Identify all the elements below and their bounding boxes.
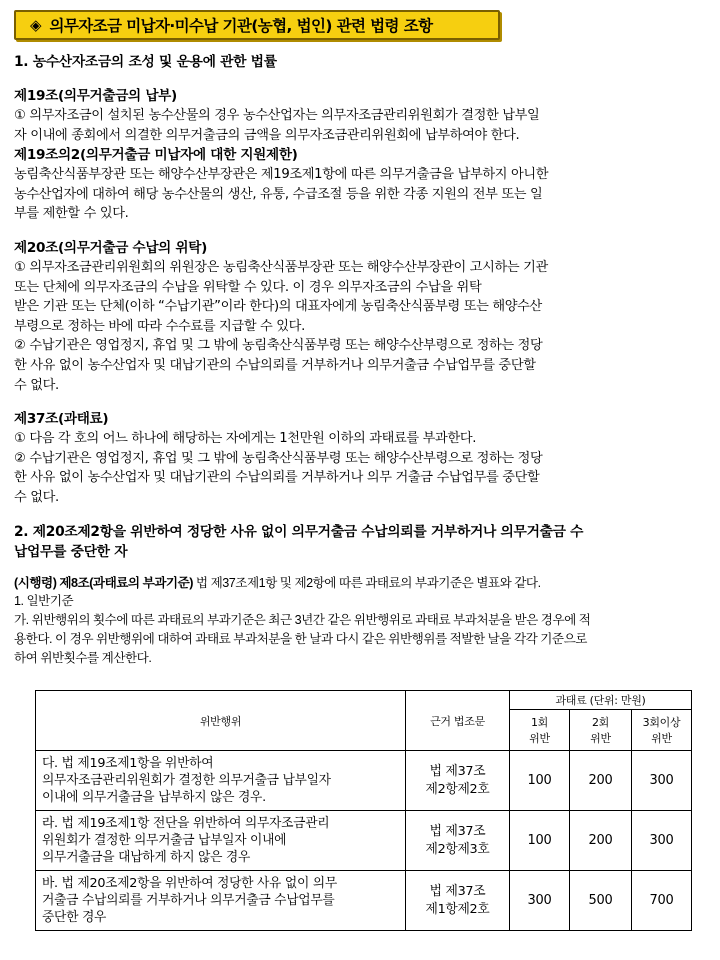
decree-title: (시행령) 제8조(과태료의 부과기준) <box>14 575 193 590</box>
decree-text: 법 제37조제1항 및 제2항에 따른 과태료의 부과기준은 별표와 같다. <box>192 575 541 590</box>
cell-line: 제2항제2호 <box>425 781 490 797</box>
cell-line: 제2항제3호 <box>425 841 490 857</box>
cell-line: 법 제37조 <box>429 823 486 839</box>
fine-2-cell: 200 <box>570 811 632 871</box>
fine-3-cell: 700 <box>632 871 692 931</box>
fine-2-cell: 500 <box>570 871 632 931</box>
fine-3-cell: 300 <box>632 751 692 811</box>
header-fine-3 <box>632 710 692 751</box>
article-19-title: 제19조(의무거출금의 납부) <box>14 88 177 104</box>
cell-line: 바. 법 제20조제2항을 위반하여 정당한 사유 없이 의무 <box>42 876 337 891</box>
header-fine-group: 과태료 (단위: 만원) <box>510 691 692 710</box>
article-19-2-title: 제19조의2(의무거출금 미납자에 대한 지원제한) <box>14 147 298 164</box>
text-line: 하여 위반횟수를 계산한다. <box>14 650 152 665</box>
header-line: 위반 <box>590 732 611 745</box>
general-criteria-title: 1. 일반기준 <box>14 594 74 609</box>
text-line: 농수산업자에 대하여 해당 농수산물의 생산, 유통, 수급조절 등을 위한 각종 지원의 전부 또는 일 <box>14 186 543 202</box>
fine-2-cell: 200 <box>570 751 632 811</box>
article-19-body <box>14 106 711 145</box>
article-20-body <box>14 258 711 395</box>
header-line: 3회이상 <box>642 716 681 729</box>
violation-cell <box>36 751 406 811</box>
fine-1-cell: 100 <box>510 751 570 811</box>
text-line: 한 사유 없이 농수산업자 및 대납기관의 수납의뢰를 거부하거나 의무 거출금 수납업무를 중단할 <box>14 470 540 486</box>
header-violation: 위반행위 <box>36 691 406 751</box>
violation-cell <box>36 811 406 871</box>
header-basis: 근거 법조문 <box>406 691 510 751</box>
document-body <box>14 52 711 667</box>
table-row <box>36 751 692 811</box>
text-line: 수 없다. <box>14 489 59 505</box>
basis-cell <box>406 811 510 871</box>
basis-cell <box>406 751 510 811</box>
text-line: 부를 제한할 수 있다. <box>14 206 129 222</box>
article-19-2-body <box>14 165 711 224</box>
text-line: 받은 기관 또는 단체(이하 “수납기관”이라 한다)의 대표자에게 농림축산식품부령 또는 해양수산 <box>14 299 542 315</box>
section2-heading <box>14 522 711 562</box>
text-line: 농림축산식품부장관 또는 해양수산부장관은 제19조제1항에 따른 의무거출금을 납부하지 아니한 <box>14 167 549 183</box>
header-line: 위반 <box>529 732 550 745</box>
fine-3-cell: 300 <box>632 811 692 871</box>
fine-1-cell: 100 <box>510 811 570 871</box>
heading-line: 2. 제20조제2항을 위반하여 정당한 사유 없이 의무거출금 수납의뢰를 거부하거나 의무거출금 수 <box>14 523 584 540</box>
text-line: 한 사유 없이 농수산업자 및 대납기관의 수납의뢰를 거부하거나 의무거출금 수납업무를 중단할 <box>14 357 536 373</box>
basis-cell <box>406 871 510 931</box>
article-20-title: 제20조(의무거출금 수납의 위탁) <box>14 239 207 256</box>
header-line: 위반 <box>651 732 672 745</box>
cell-line: 중단한 경우 <box>42 910 107 925</box>
header-line: 2회 <box>591 716 610 729</box>
section1-heading: 1. 농수산자조금의 조성 및 운용에 관한 법률 <box>14 54 277 70</box>
text-line: 가. 위반행위의 횟수에 따른 과태료의 부과기준은 최근 3년간 같은 위반행위로 과태료 부과처분을 받은 경우에 적 <box>14 613 591 628</box>
table-row <box>36 811 692 871</box>
cell-line: 다. 법 제19조제1항을 위반하여 <box>42 756 214 771</box>
text-line: 또는 단체에 의무자조금의 수납을 위탁할 수 있다. 이 경우 의무자조금의 수납을 위탁 <box>14 279 482 295</box>
banner-title: 의무자조금 미납자·미수납 기관(농협, 법인) 관련 법령 조항 <box>49 17 433 35</box>
cell-line: 거출금 수납의뢰를 거부하거나 의무거출금 수납업무를 <box>42 893 335 908</box>
text-line: 부령으로 정하는 바에 따라 수수료를 지급할 수 있다. <box>14 318 305 334</box>
fine-1-cell: 300 <box>510 871 570 931</box>
text-line: ① 의무자조금관리위원회의 위원장은 농림축산식품부장관 또는 해양수산부장관이 고시하는 기관 <box>14 259 548 275</box>
text-line: ① 의무자조금이 설치된 농수산물의 경우 농수산업자는 의무자조금관리위원회가 결정한 납부일 <box>14 108 540 123</box>
cell-line: 라. 법 제19조제1항 전단을 위반하여 의무자조금관리 <box>42 816 330 831</box>
violation-cell <box>36 871 406 931</box>
penalty-table <box>35 690 692 931</box>
header-fine-2 <box>570 710 632 751</box>
heading-line: 납업무를 중단한 자 <box>14 543 128 560</box>
title-banner <box>14 10 500 40</box>
cell-line: 법 제37조 <box>429 883 486 899</box>
header-line: 1회 <box>530 716 549 729</box>
article-37-title: 제37조(과태료) <box>14 411 109 428</box>
cell-line: 법 제37조 <box>429 763 486 779</box>
diamond-bullet-icon: ◈ <box>30 15 42 34</box>
text-line: ② 수납기관은 영업정지, 휴업 및 그 밖에 농림축산식품부령 또는 해양수산부령으로 정하는 정당 <box>14 450 543 466</box>
decree-article-8 <box>14 574 711 668</box>
cell-line: 이내에 의무거출금을 납부하지 않은 경우. <box>42 790 266 805</box>
header-fine-1 <box>510 710 570 751</box>
cell-line: 의무거출금을 대납하게 하지 않은 경우 <box>42 850 251 865</box>
text-line: ① 다음 각 호의 어느 하나에 해당하는 자에게는 1천만원 이하의 과태료를 부과한다. <box>14 431 477 447</box>
text-line: 자 이내에 종회에서 의결한 의무거출금의 금액을 의무자조금관리위원회에 납부하여야 한다. <box>14 127 520 143</box>
article-37-body <box>14 429 711 507</box>
cell-line: 의무자조금관리위원회가 결정한 의무거출금 납부일자 <box>42 773 331 788</box>
cell-line: 제1항제2호 <box>425 901 490 917</box>
text-line: 수 없다. <box>14 377 59 393</box>
text-line: 용한다. 이 경우 위반행위에 대하여 과태료 부과처분을 한 날과 다시 같은 위반행위를 적발한 날을 각각 기준으로 <box>14 631 587 646</box>
text-line: ② 수납기관은 영업정지, 휴업 및 그 밖에 농림축산식품부령 또는 해양수산부령으로 정하는 정당 <box>14 338 543 354</box>
table-row <box>36 871 692 931</box>
cell-line: 위원회가 결정한 의무거출금 납부일자 이내에 <box>42 833 287 848</box>
